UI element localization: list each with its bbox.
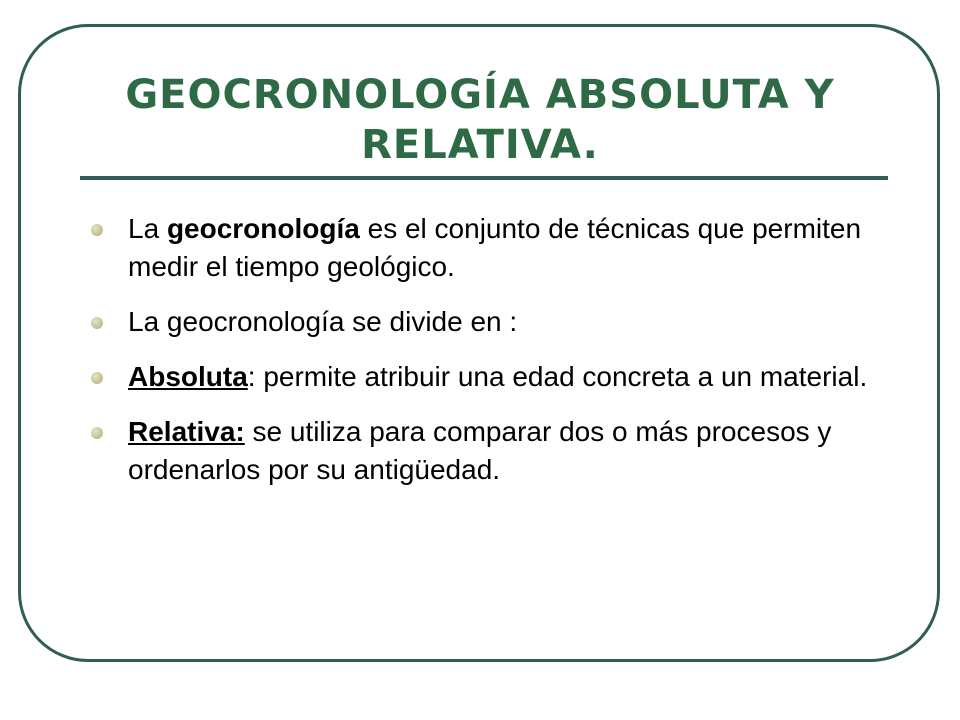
bullet-list xyxy=(88,210,888,506)
bullet-text-post: es el conjunto de técnicas que permiten medir el tiempo geológico. xyxy=(128,213,862,282)
bullet-term-absoluta: Absoluta xyxy=(128,361,248,392)
bullet-term-relativa: Relativa: xyxy=(128,416,245,447)
bullet-item-division xyxy=(88,303,888,341)
bullet-dot-icon xyxy=(91,427,103,439)
bullet-text-post: se utiliza para comparar dos o más procesos y ordenarlos por su antigüedad. xyxy=(128,416,832,485)
slide-title: GEOCRONOLOGÍA ABSOLUTA Y RELATIVA. xyxy=(125,72,835,168)
bullet-item-definition xyxy=(88,210,888,286)
bullet-item-absoluta xyxy=(88,358,888,396)
bullet-item-relativa xyxy=(88,413,888,489)
bullet-text-post: : permite atribuir una edad concreta a un material. xyxy=(247,361,868,392)
title-underline-divider xyxy=(80,176,888,180)
bullet-emphasis-geocronologia: geocronología xyxy=(166,213,360,244)
bullet-text-pre: La xyxy=(128,213,167,244)
bullet-text: La geocronología se divide en : xyxy=(128,306,518,337)
bullet-dot-icon xyxy=(91,372,103,384)
bullet-dot-icon xyxy=(91,224,103,236)
bullet-dot-icon xyxy=(91,317,103,329)
